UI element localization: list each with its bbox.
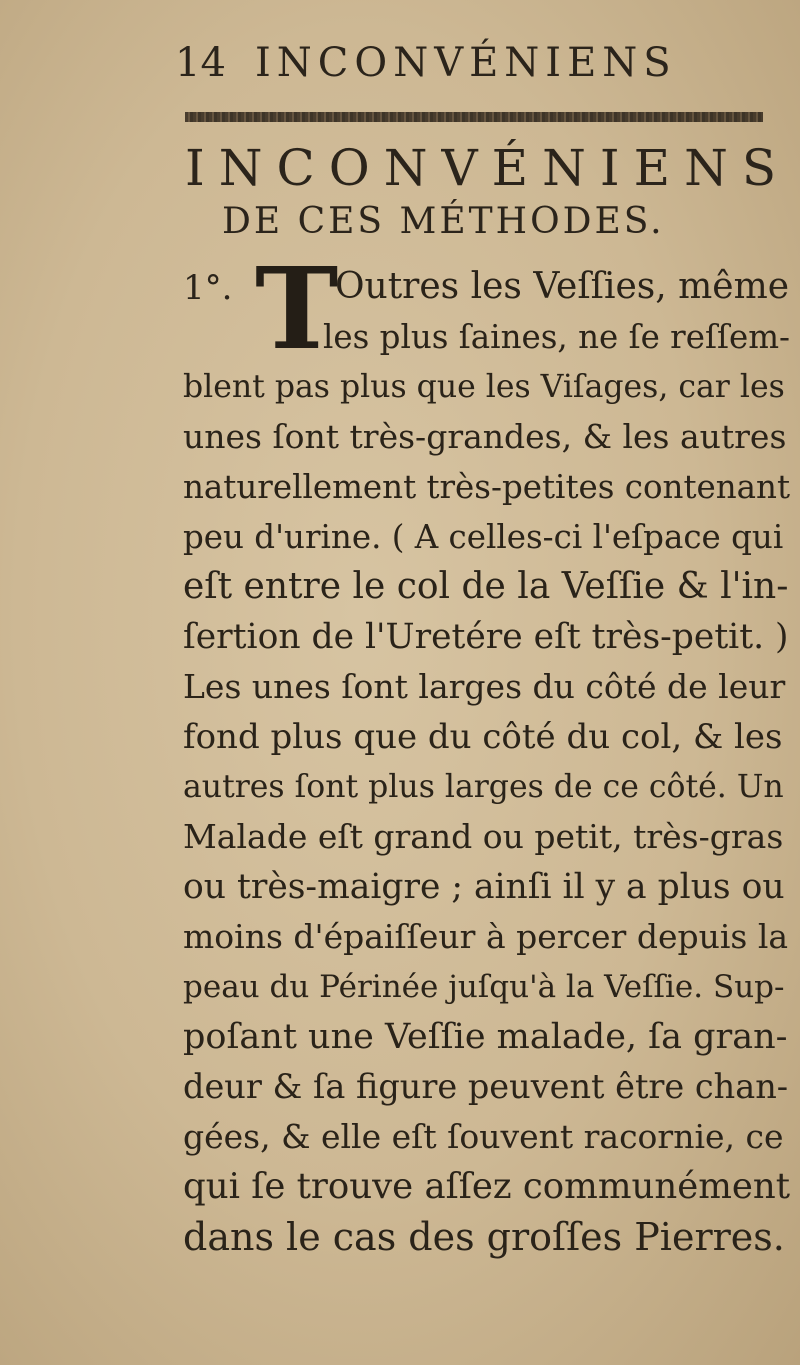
page-number: 14 [175,40,226,86]
text-line: qui ſe trouve aſſez communément [183,1166,791,1207]
text-line: Les unes ſont larges du côté de leur [183,667,786,706]
text-line: dans le cas des groſſes Pierres. [183,1215,785,1259]
body-paragraph [183,244,791,1262]
chapter-subtitle: DE CES MÉTHODES. [222,201,665,242]
text-line: eſt entre le col de la Veſſie & l'in- [183,566,789,607]
text-line: ſertion de l'Uretére eſt très-petit. ) [183,617,789,657]
text-line: poſant une Veſſie malade, ſa gran- [183,1017,788,1057]
ornamental-rule [185,112,763,122]
text-line: les plus ſaines, ne ſe reſſem- [323,318,791,356]
chapter-title: INCONVÉNIENS [185,139,791,197]
text-line: unes ſont très-grandes, & les autres [183,417,787,456]
text-line: blent pas plus que les Viſages, car les [183,369,785,405]
drop-cap: T [255,244,339,375]
text-line: peu d'urine. ( A celles-ci l'eſpace qui [183,518,784,556]
text-line: autres ſont plus larges de ce côté. Un [183,769,784,805]
text-line: deur & ſa figure peuvent être chan- [183,1067,789,1106]
text-line: Outres les Veſſies, même [335,266,790,307]
text-line: ou très-maigre ; ainſi il y a plus ou [183,867,785,907]
text-line: moins d'épaiſſeur à percer depuis la [183,917,789,956]
text-line: gées, & elle eſt ſouvent racornie, ce [183,1117,784,1156]
text-line: naturellement très-petites contenant [183,468,791,506]
running-title: INCONVÉNIENS [255,40,677,86]
text-line: fond plus que du côté du col, & les [183,717,783,757]
text-line: Malade eſt grand ou petit, très-gras [183,817,784,856]
running-head [175,40,695,100]
text-line: peau du Périnée juſqu'à la Veſſie. Sup- [183,969,785,1005]
section-ordinal: 1°. [183,268,233,308]
